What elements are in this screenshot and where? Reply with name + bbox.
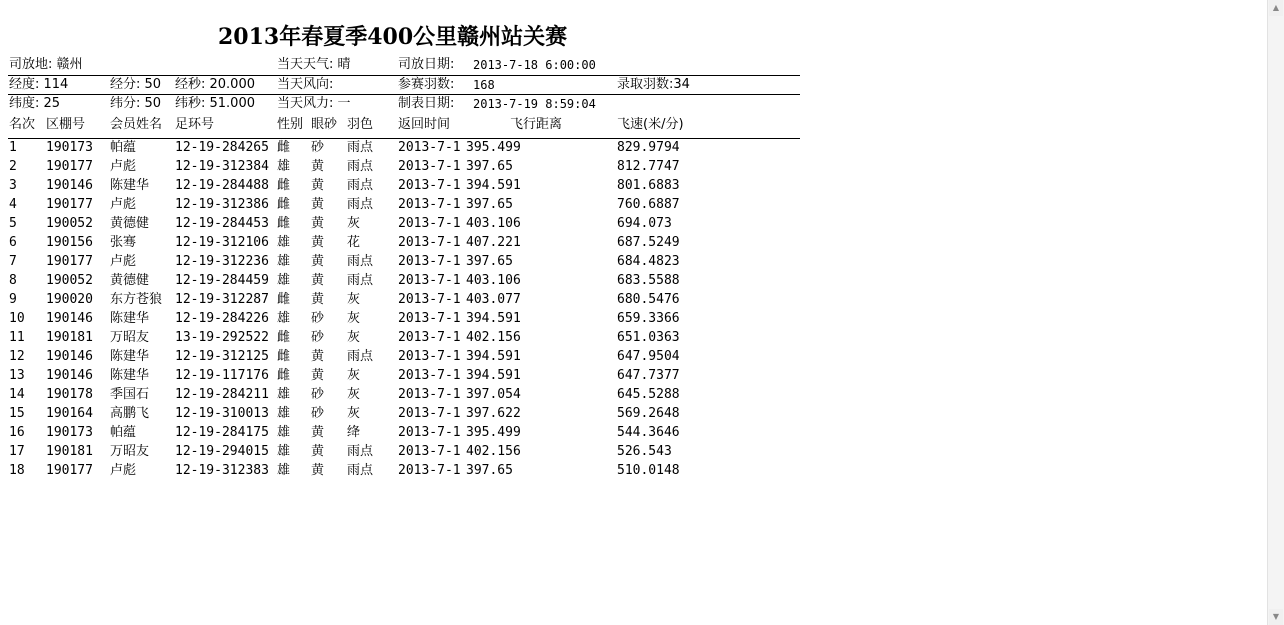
row-ring: 12-19-284265 [175, 140, 269, 155]
row-loft: 190146 [46, 178, 93, 193]
row-return-time: 2013-7-1 [398, 444, 461, 459]
row-eye: 黄 [311, 159, 325, 174]
divider [8, 75, 800, 76]
col-eye: 眼砂 [311, 117, 338, 132]
row-eye: 黄 [311, 216, 325, 231]
row-rank: 11 [9, 330, 25, 345]
col-ring: 足环号 [175, 117, 215, 132]
qualified-count: 录取羽数:34 [617, 77, 690, 92]
row-color: 灰 [347, 387, 361, 402]
row-color: 雨点 [347, 349, 374, 364]
row-rank: 14 [9, 387, 25, 402]
row-eye: 黄 [311, 178, 325, 193]
row-speed: 680.5476 [617, 292, 680, 307]
row-rank: 10 [9, 311, 25, 326]
row-distance: 397.65 [466, 197, 513, 212]
latitude-min: 纬分: 50 [110, 96, 162, 111]
row-ring: 12-19-312106 [175, 235, 269, 250]
row-speed: 544.3646 [617, 425, 680, 440]
row-speed: 812.7747 [617, 159, 680, 174]
row-eye: 砂 [311, 406, 325, 421]
table-row [0, 461, 800, 480]
row-speed: 526.543 [617, 444, 672, 459]
row-color: 雨点 [347, 197, 374, 212]
row-sex: 雄 [277, 444, 291, 459]
row-member: 帕蕴 [110, 140, 137, 155]
table-row [0, 290, 800, 309]
row-speed: 569.2648 [617, 406, 680, 421]
table-row [0, 271, 800, 290]
row-return-time: 2013-7-1 [398, 197, 461, 212]
row-rank: 5 [9, 216, 17, 231]
row-rank: 7 [9, 254, 17, 269]
col-distance: 飞行距离 [510, 117, 563, 132]
row-ring: 12-19-312287 [175, 292, 269, 307]
row-color: 雨点 [347, 444, 374, 459]
row-loft: 190177 [46, 197, 93, 212]
row-eye: 黄 [311, 425, 325, 440]
row-rank: 15 [9, 406, 25, 421]
row-member: 卢彪 [110, 159, 137, 174]
row-rank: 18 [9, 463, 25, 478]
table-row [0, 176, 800, 195]
row-loft: 190146 [46, 349, 93, 364]
row-loft: 190177 [46, 463, 93, 478]
row-ring: 12-19-284488 [175, 178, 269, 193]
row-sex: 雄 [277, 254, 291, 269]
row-speed: 659.3366 [617, 311, 680, 326]
col-speed: 飞速(米/分) [617, 117, 684, 132]
row-eye: 黄 [311, 197, 325, 212]
row-ring: 12-19-294015 [175, 444, 269, 459]
row-member: 万昭友 [110, 444, 150, 459]
row-distance: 395.499 [466, 140, 521, 155]
row-color: 雨点 [347, 273, 374, 288]
row-eye: 黄 [311, 254, 325, 269]
page-title: 2013年春夏季400公里赣州站关赛 [218, 24, 568, 50]
row-distance: 402.156 [466, 444, 521, 459]
row-sex: 雄 [277, 406, 291, 421]
row-color: 雨点 [347, 159, 374, 174]
latitude-deg: 纬度: 25 [9, 96, 61, 111]
row-speed: 651.0363 [617, 330, 680, 345]
scroll-down-icon[interactable]: ▼ [1269, 609, 1283, 625]
row-color: 灰 [347, 292, 361, 307]
row-member: 高鹏飞 [110, 406, 150, 421]
row-return-time: 2013-7-1 [398, 349, 461, 364]
row-color: 灰 [347, 311, 361, 326]
row-speed: 510.0148 [617, 463, 680, 478]
row-speed: 647.7377 [617, 368, 680, 383]
row-distance: 397.65 [466, 254, 513, 269]
row-sex: 雄 [277, 159, 291, 174]
row-return-time: 2013-7-1 [398, 235, 461, 250]
row-distance: 394.591 [466, 368, 521, 383]
row-color: 雨点 [347, 463, 374, 478]
row-distance: 397.65 [466, 159, 513, 174]
table-row [0, 328, 800, 347]
row-color: 雨点 [347, 178, 374, 193]
row-color: 花 [347, 235, 361, 250]
release-place: 司放地: 赣州 [9, 57, 83, 72]
row-rank: 2 [9, 159, 17, 174]
row-distance: 397.622 [466, 406, 521, 421]
row-loft: 190146 [46, 368, 93, 383]
col-member: 会员姓名 [110, 117, 163, 132]
row-return-time: 2013-7-1 [398, 292, 461, 307]
row-member: 陈建华 [110, 311, 150, 326]
table-row [0, 366, 800, 385]
table-row [0, 195, 800, 214]
row-speed: 684.4823 [617, 254, 680, 269]
row-sex: 雌 [277, 178, 291, 193]
row-ring: 12-19-312384 [175, 159, 269, 174]
release-date: 2013-7-18 6:00:00 [473, 58, 596, 72]
made-date-label: 制表日期: [398, 96, 455, 111]
row-loft: 190173 [46, 425, 93, 440]
table-row [0, 309, 800, 328]
row-loft: 190156 [46, 235, 93, 250]
row-member: 卢彪 [110, 254, 137, 269]
row-eye: 黄 [311, 349, 325, 364]
row-ring: 12-19-284226 [175, 311, 269, 326]
wind-direction: 当天风向: [277, 77, 334, 92]
row-return-time: 2013-7-1 [398, 463, 461, 478]
row-return-time: 2013-7-1 [398, 387, 461, 402]
row-rank: 17 [9, 444, 25, 459]
table-row [0, 138, 800, 157]
row-ring: 12-19-312125 [175, 349, 269, 364]
row-sex: 雌 [277, 330, 291, 345]
row-sex: 雌 [277, 349, 291, 364]
row-sex: 雄 [277, 463, 291, 478]
row-speed: 829.9794 [617, 140, 680, 155]
row-distance: 394.591 [466, 349, 521, 364]
table-row [0, 423, 800, 442]
row-member: 卢彪 [110, 463, 137, 478]
entries-count: 168 [473, 78, 495, 92]
row-sex: 雌 [277, 292, 291, 307]
row-ring: 12-19-284453 [175, 216, 269, 231]
table-row [0, 347, 800, 366]
row-rank: 16 [9, 425, 25, 440]
row-ring: 12-19-312383 [175, 463, 269, 478]
row-return-time: 2013-7-1 [398, 159, 461, 174]
row-loft: 190178 [46, 387, 93, 402]
row-speed: 687.5249 [617, 235, 680, 250]
table-row [0, 252, 800, 271]
release-date-label: 司放日期: [398, 57, 455, 72]
row-distance: 394.591 [466, 178, 521, 193]
row-sex: 雌 [277, 197, 291, 212]
row-ring: 12-19-312236 [175, 254, 269, 269]
row-color: 灰 [347, 368, 361, 383]
table-row [0, 385, 800, 404]
row-loft: 190164 [46, 406, 93, 421]
col-return-time: 返回时间 [398, 117, 451, 132]
table-row [0, 233, 800, 252]
row-eye: 黄 [311, 273, 325, 288]
row-ring: 12-19-284175 [175, 425, 269, 440]
row-member: 陈建华 [110, 368, 150, 383]
row-sex: 雌 [277, 368, 291, 383]
row-eye: 黄 [311, 444, 325, 459]
row-speed: 801.6883 [617, 178, 680, 193]
row-member: 张骞 [110, 235, 137, 250]
col-loft: 区棚号 [46, 117, 86, 132]
row-color: 绛 [347, 425, 361, 440]
row-distance: 395.499 [466, 425, 521, 440]
row-loft: 190146 [46, 311, 93, 326]
row-member: 万昭友 [110, 330, 150, 345]
row-loft: 190181 [46, 330, 93, 345]
row-rank: 9 [9, 292, 17, 307]
row-distance: 403.077 [466, 292, 521, 307]
table-row [0, 404, 800, 423]
row-loft: 190052 [46, 216, 93, 231]
entries-label: 参赛羽数: [398, 77, 455, 92]
row-sex: 雄 [277, 235, 291, 250]
row-ring: 12-19-284211 [175, 387, 269, 402]
row-distance: 397.65 [466, 463, 513, 478]
table-row [0, 214, 800, 233]
row-color: 雨点 [347, 254, 374, 269]
row-member: 陈建华 [110, 349, 150, 364]
row-ring: 12-19-310013 [175, 406, 269, 421]
row-loft: 190173 [46, 140, 93, 155]
row-member: 东方苍狼 [110, 292, 163, 307]
row-return-time: 2013-7-1 [398, 311, 461, 326]
longitude-deg: 经度: 114 [9, 77, 69, 92]
row-eye: 砂 [311, 140, 325, 155]
row-member: 陈建华 [110, 178, 150, 193]
row-sex: 雌 [277, 216, 291, 231]
row-return-time: 2013-7-1 [398, 140, 461, 155]
row-ring: 12-19-284459 [175, 273, 269, 288]
row-rank: 8 [9, 273, 17, 288]
row-sex: 雄 [277, 311, 291, 326]
divider [8, 94, 800, 95]
row-distance: 402.156 [466, 330, 521, 345]
row-distance: 403.106 [466, 273, 521, 288]
row-sex: 雄 [277, 387, 291, 402]
row-distance: 397.054 [466, 387, 521, 402]
longitude-min: 经分: 50 [110, 77, 162, 92]
row-speed: 683.5588 [617, 273, 680, 288]
row-rank: 3 [9, 178, 17, 193]
row-ring: 12-19-117176 [175, 368, 269, 383]
row-return-time: 2013-7-1 [398, 406, 461, 421]
row-ring: 13-19-292522 [175, 330, 269, 345]
row-rank: 6 [9, 235, 17, 250]
row-distance: 407.221 [466, 235, 521, 250]
col-rank: 名次 [9, 117, 36, 132]
row-loft: 190181 [46, 444, 93, 459]
wind-force: 当天风力: 一 [277, 96, 351, 111]
row-rank: 4 [9, 197, 17, 212]
row-return-time: 2013-7-1 [398, 330, 461, 345]
row-return-time: 2013-7-1 [398, 254, 461, 269]
row-loft: 190177 [46, 159, 93, 174]
row-member: 季国石 [110, 387, 150, 402]
row-eye: 砂 [311, 330, 325, 345]
row-loft: 190177 [46, 254, 93, 269]
latitude-sec: 纬秒: 51.000 [175, 96, 255, 111]
row-member: 卢彪 [110, 197, 137, 212]
row-speed: 645.5288 [617, 387, 680, 402]
col-sex: 性别 [277, 117, 304, 132]
row-ring: 12-19-312386 [175, 197, 269, 212]
row-distance: 394.591 [466, 311, 521, 326]
longitude-sec: 经秒: 20.000 [175, 77, 255, 92]
row-member: 帕蕴 [110, 425, 137, 440]
row-member: 黄德健 [110, 273, 150, 288]
row-eye: 砂 [311, 311, 325, 326]
row-speed: 647.9504 [617, 349, 680, 364]
row-loft: 190052 [46, 273, 93, 288]
row-loft: 190020 [46, 292, 93, 307]
row-sex: 雄 [277, 273, 291, 288]
row-color: 灰 [347, 406, 361, 421]
row-speed: 760.6887 [617, 197, 680, 212]
row-eye: 黄 [311, 463, 325, 478]
row-eye: 黄 [311, 292, 325, 307]
row-return-time: 2013-7-1 [398, 425, 461, 440]
row-rank: 1 [9, 140, 17, 155]
row-distance: 403.106 [466, 216, 521, 231]
row-sex: 雄 [277, 425, 291, 440]
row-color: 灰 [347, 330, 361, 345]
row-return-time: 2013-7-1 [398, 368, 461, 383]
row-eye: 砂 [311, 387, 325, 402]
row-return-time: 2013-7-1 [398, 273, 461, 288]
weather: 当天天气: 晴 [277, 57, 351, 72]
row-return-time: 2013-7-1 [398, 178, 461, 193]
made-date: 2013-7-19 8:59:04 [473, 97, 596, 111]
row-speed: 694.073 [617, 216, 672, 231]
row-eye: 黄 [311, 368, 325, 383]
table-row [0, 442, 800, 461]
row-rank: 12 [9, 349, 25, 364]
row-color: 灰 [347, 216, 361, 231]
scroll-up-icon[interactable]: ▲ [1269, 0, 1283, 16]
table-row [0, 157, 800, 176]
row-color: 雨点 [347, 140, 374, 155]
row-sex: 雌 [277, 140, 291, 155]
row-member: 黄德健 [110, 216, 150, 231]
vertical-scrollbar[interactable] [1267, 0, 1284, 625]
row-rank: 13 [9, 368, 25, 383]
col-color: 羽色 [347, 117, 374, 132]
row-eye: 黄 [311, 235, 325, 250]
row-return-time: 2013-7-1 [398, 216, 461, 231]
